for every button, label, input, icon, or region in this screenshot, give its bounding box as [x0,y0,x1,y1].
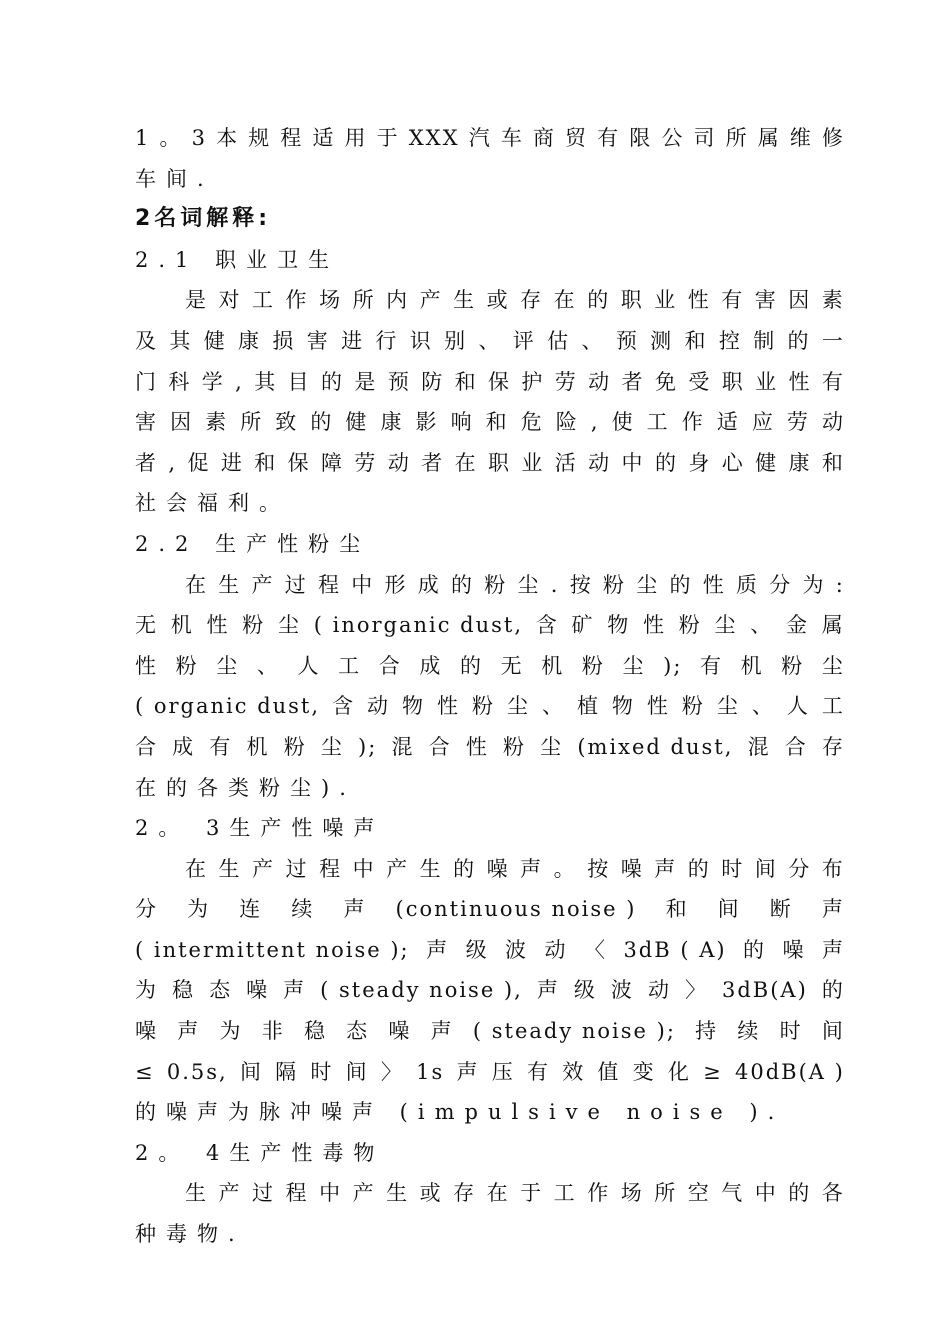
text-line: 害 因 素 所 致 的 健 康 影 响 和 危 险 , 使 工 作 适 应 劳 动 [135,410,845,435]
text-line: 及 其 健 康 损 害 进 行 识 别 、 评 估 、 预 测 和 控 制 的 一 [135,328,845,353]
text-line: 无 机 性 粉 尘 ( inorganic dust, 含 矿 物 性 粉 尘 、 金 属 [135,613,845,638]
text-line: 为 稳 态 噪 声 ( steady noise ), 声 级 波 动 〉 3dB(A) 的 [135,978,845,1003]
text-line: 分 为 连 续 声 (continuous noise ) 和 间 断 声 [135,897,845,922]
text-line: ( intermittent noise ); 声 级 波 动 〈 3dB ( A) 的 噪 声 [135,937,845,962]
text-line: ≤ 0.5s, 间 隔 时 间 〉 1s 声 压 有 效 值 变 化 ≥ 40dB(A ) [135,1059,845,1084]
subsection-heading: 2.2 生产性粉尘 [135,531,371,556]
text-line: 是 对 工 作 场 所 内 产 生 或 存 在 的 职 业 性 有 害 因 素 [185,288,845,313]
text-line: 社会福利。 [135,491,290,516]
subsection-heading: 2。 3生产性噪声 [135,816,385,841]
text-line: 在的各类粉尘). [135,775,356,800]
text-line: 噪 声 为 非 稳 态 噪 声 ( steady noise ); 持 续 时 间 [135,1019,845,1044]
text-line: 车间. [135,166,214,191]
text-line: 在 生 产 过 程 中 形 成 的 粉 尘 . 按 粉 尘 的 性 质 分 为 : [185,572,845,597]
subsection-heading: 2.1 职业卫生 [135,247,340,272]
text-line: 者 , 促 进 和 保 障 劳 动 者 在 职 业 活 动 中 的 身 心 健 康 和 [135,450,845,475]
section-heading: 2名词解释: [135,206,272,232]
text-line: ( organic dust, 含 动 物 性 粉 尘 、 植 物 性 粉 尘 、 人 工 [135,694,845,719]
document-body [135,118,845,1255]
text-line: 在 生 产 过 程 中 产 生 的 噪 声 。 按 噪 声 的 时 间 分 布 [185,856,845,881]
text-line: 种毒物. [135,1222,245,1247]
text-line: 生 产 过 程 中 产 生 或 存 在 于 工 作 场 所 空 气 中 的 各 [185,1181,845,1206]
text-line: 的噪声为脉冲噪声 (impulsive noise ). [135,1100,785,1125]
text-line: 合 成 有 机 粉 尘 ); 混 合 性 粉 尘 (mixed dust, 混 合 存 [135,734,845,759]
text-line: 性 粉 尘 、 人 工 合 成 的 无 机 粉 尘 ); 有 机 粉 尘 [135,653,845,678]
subsection-heading: 2。 4生产性毒物 [135,1140,385,1165]
text-line: 1 。 3 本 规 程 适 用 于 XXX 汽 车 商 贸 有 限 公 司 所 属 维 修 [135,126,845,150]
text-line: 门 科 学 , 其 目 的 是 预 防 和 保 护 劳 动 者 免 受 职 业 性 有 [135,369,845,394]
